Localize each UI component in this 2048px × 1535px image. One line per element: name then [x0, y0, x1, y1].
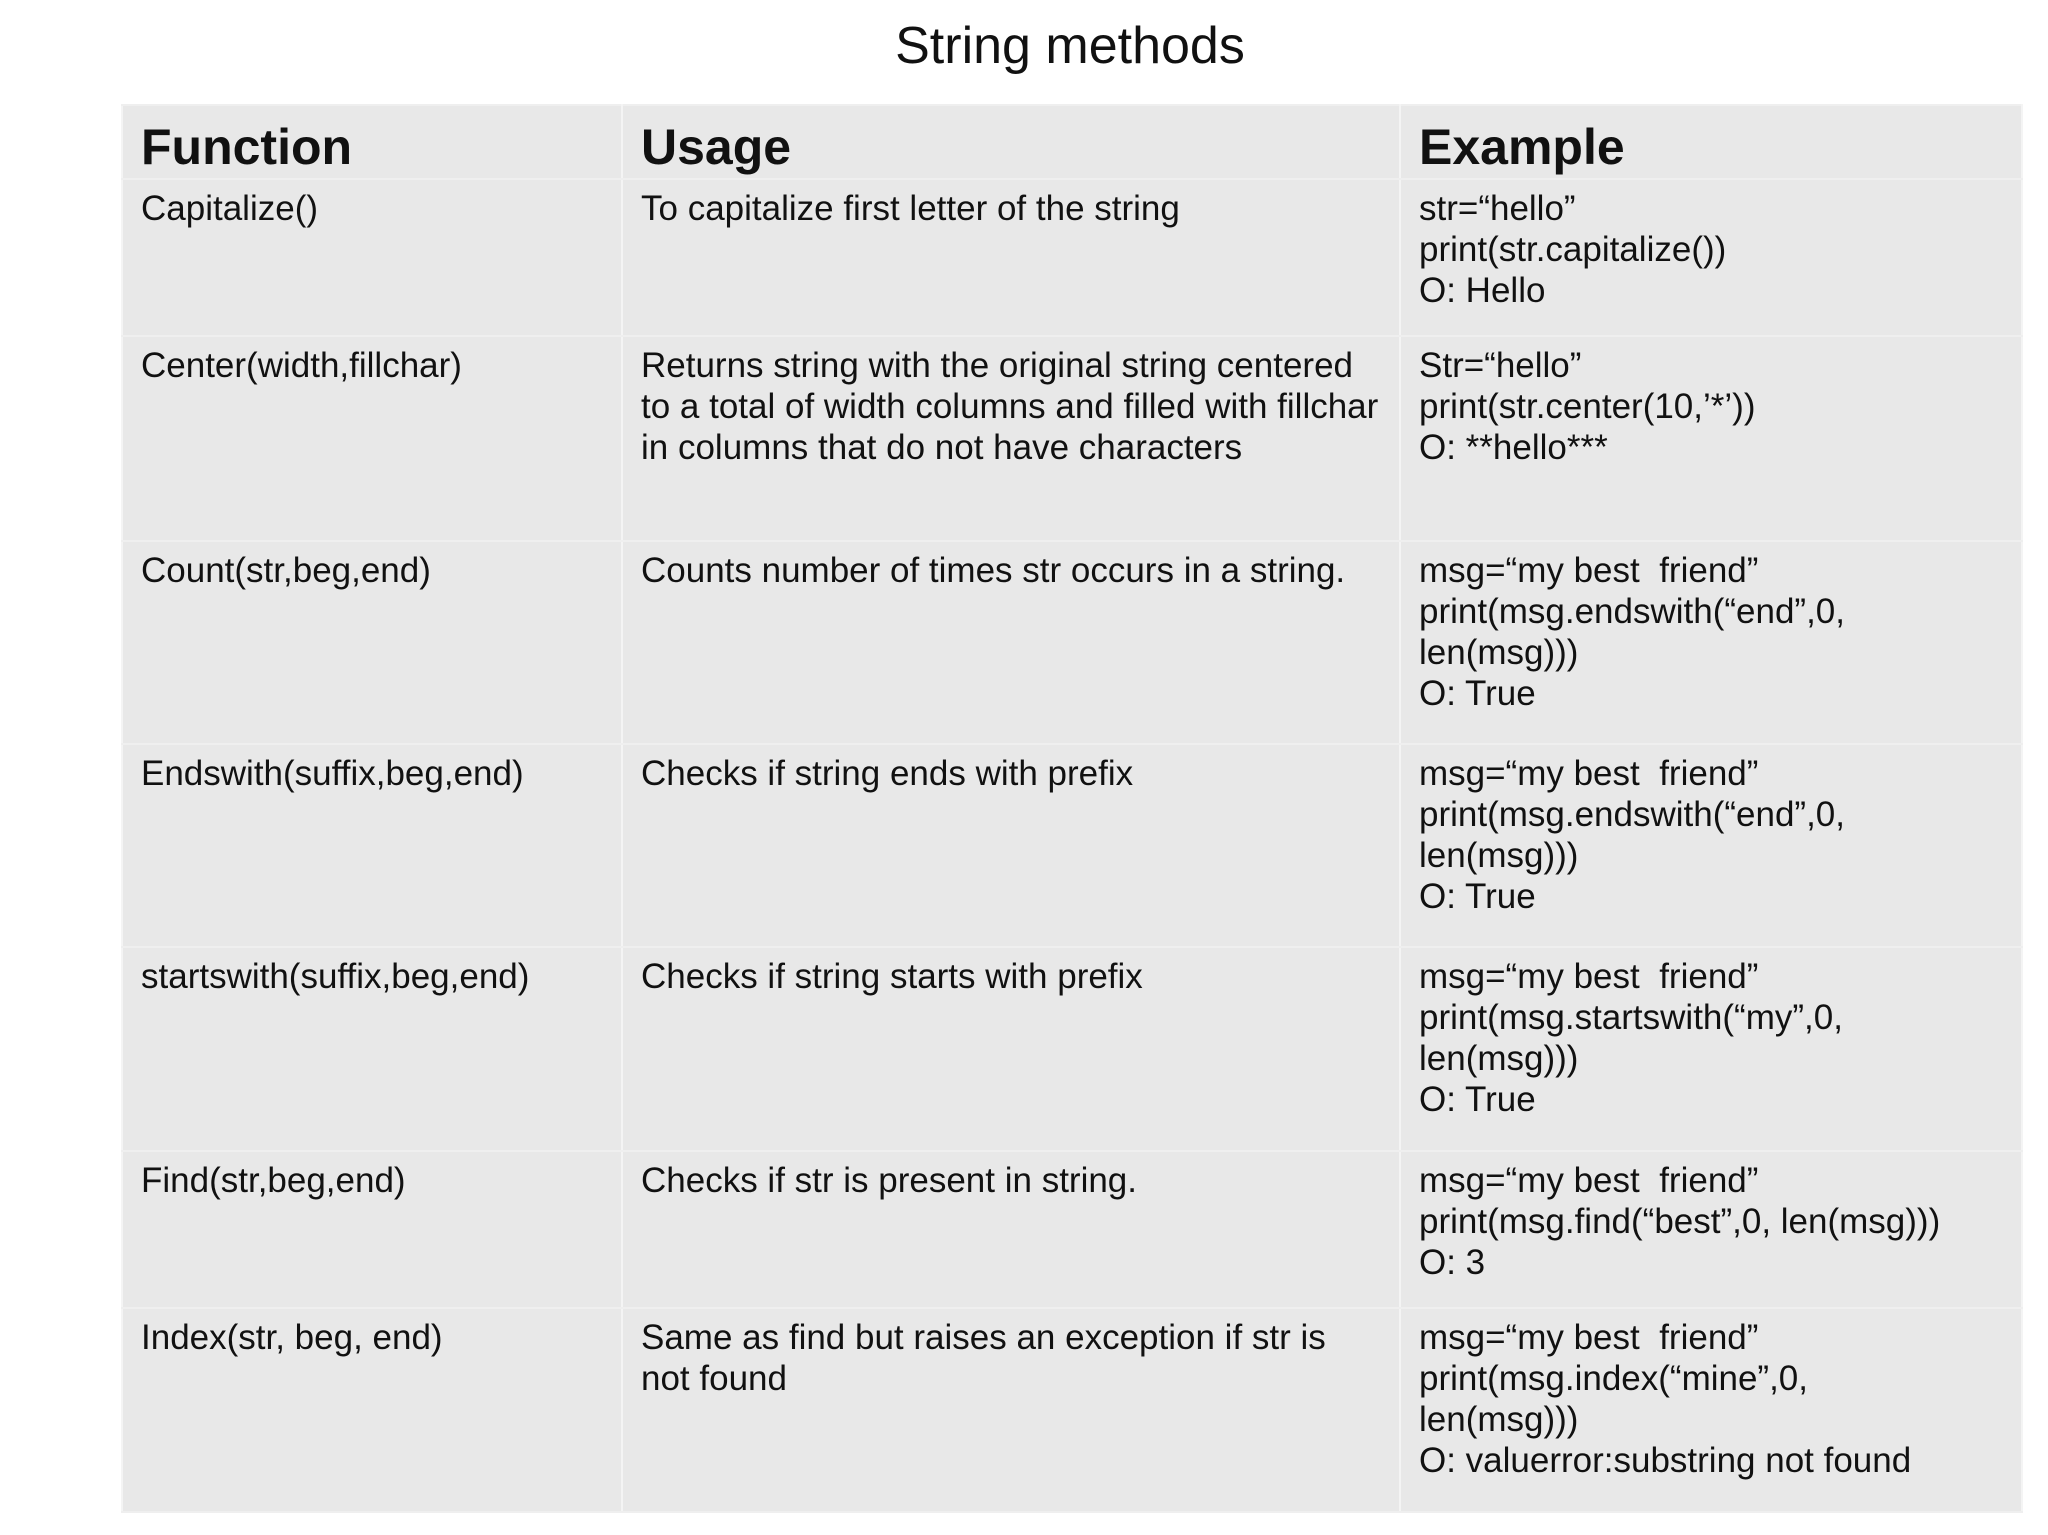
usage-text: To capitalize first letter of the string — [641, 189, 1180, 228]
cell-function — [122, 336, 622, 541]
cell-usage — [622, 179, 1400, 336]
cell-function — [122, 744, 622, 947]
example-line: O: True — [1419, 674, 1536, 713]
example-line: msg=“my best friend” — [1419, 1318, 1759, 1357]
example-line: msg=“my best friend” — [1419, 551, 1759, 590]
function-name: Center(width,fillchar) — [141, 346, 462, 385]
example-line: O: True — [1419, 877, 1536, 916]
function-name: Index(str, beg, end) — [141, 1318, 443, 1357]
cell-usage — [622, 541, 1400, 744]
cell-example — [1400, 336, 2022, 541]
cell-function — [122, 1308, 622, 1512]
example-line: O: **hello*** — [1419, 428, 1608, 467]
cell-example — [1400, 1151, 2022, 1308]
header-usage: Usage — [622, 105, 1400, 179]
cell-example — [1400, 947, 2022, 1151]
usage-text: Checks if string ends with prefix — [641, 754, 1134, 793]
cell-example — [1400, 179, 2022, 336]
header-row — [122, 105, 2022, 179]
example-line: Str=“hello” — [1419, 346, 1582, 385]
example-line: len(msg))) — [1419, 1039, 1579, 1078]
example-line: print(str.center(10,’*’)) — [1419, 387, 1756, 426]
string-methods-table — [121, 104, 2023, 1513]
function-name: Count(str,beg,end) — [141, 551, 431, 590]
header-function: Function — [122, 105, 622, 179]
cell-function — [122, 947, 622, 1151]
cell-usage — [622, 947, 1400, 1151]
header-example: Example — [1400, 105, 2022, 179]
table-row — [122, 1308, 2022, 1512]
example-line: print(msg.startswith(“my”,0, — [1419, 998, 1843, 1037]
usage-text: Same as find but raises an exception if str is not found — [641, 1318, 1326, 1398]
example-line: len(msg))) — [1419, 633, 1579, 672]
page-title: String methods — [895, 17, 1245, 75]
example-line: O: True — [1419, 1080, 1536, 1119]
cell-function — [122, 179, 622, 336]
cell-example — [1400, 1308, 2022, 1512]
cell-function — [122, 1151, 622, 1308]
usage-text: Returns string with the original string centered to a total of width columns and filled with fillchar in columns that do not have characters — [641, 346, 1379, 467]
cell-function — [122, 541, 622, 744]
methods-table-container — [121, 104, 2021, 1513]
cell-usage — [622, 1308, 1400, 1512]
table-row — [122, 947, 2022, 1151]
example-line: str=“hello” — [1419, 189, 1576, 228]
example-line: msg=“my best friend” — [1419, 754, 1759, 793]
usage-text: Checks if str is present in string. — [641, 1161, 1137, 1200]
table-row — [122, 744, 2022, 947]
example-line: print(msg.index(“mine”,0, — [1419, 1359, 1808, 1398]
example-line: print(msg.endswith(“end”,0, — [1419, 592, 1845, 631]
cell-usage — [622, 744, 1400, 947]
example-line: print(msg.endswith(“end”,0, — [1419, 795, 1845, 834]
cell-example — [1400, 744, 2022, 947]
example-line: len(msg))) — [1419, 836, 1579, 875]
cell-example — [1400, 541, 2022, 744]
table-row — [122, 336, 2022, 541]
function-name: Find(str,beg,end) — [141, 1161, 406, 1200]
example-line: msg=“my best friend” — [1419, 1161, 1759, 1200]
cell-usage — [622, 336, 1400, 541]
table-row — [122, 1151, 2022, 1308]
example-line: print(str.capitalize()) — [1419, 230, 1727, 269]
example-line: print(msg.find(“best”,0, len(msg))) — [1419, 1202, 1941, 1241]
table-row — [122, 541, 2022, 744]
example-line: O: Hello — [1419, 271, 1546, 310]
example-line: O: 3 — [1419, 1243, 1486, 1282]
function-name: Capitalize() — [141, 189, 318, 228]
table-header — [122, 105, 2022, 179]
function-name: startswith(suffix,beg,end) — [141, 957, 530, 996]
function-name: Endswith(suffix,beg,end) — [141, 754, 524, 793]
example-line: O: valuerror:substring not found — [1419, 1441, 1912, 1480]
usage-text: Counts number of times str occurs in a string. — [641, 551, 1346, 590]
example-line: msg=“my best friend” — [1419, 957, 1759, 996]
table-body — [122, 179, 2022, 1512]
cell-usage — [622, 1151, 1400, 1308]
usage-text: Checks if string starts with prefix — [641, 957, 1143, 996]
table-row — [122, 179, 2022, 336]
example-line: len(msg))) — [1419, 1400, 1579, 1439]
